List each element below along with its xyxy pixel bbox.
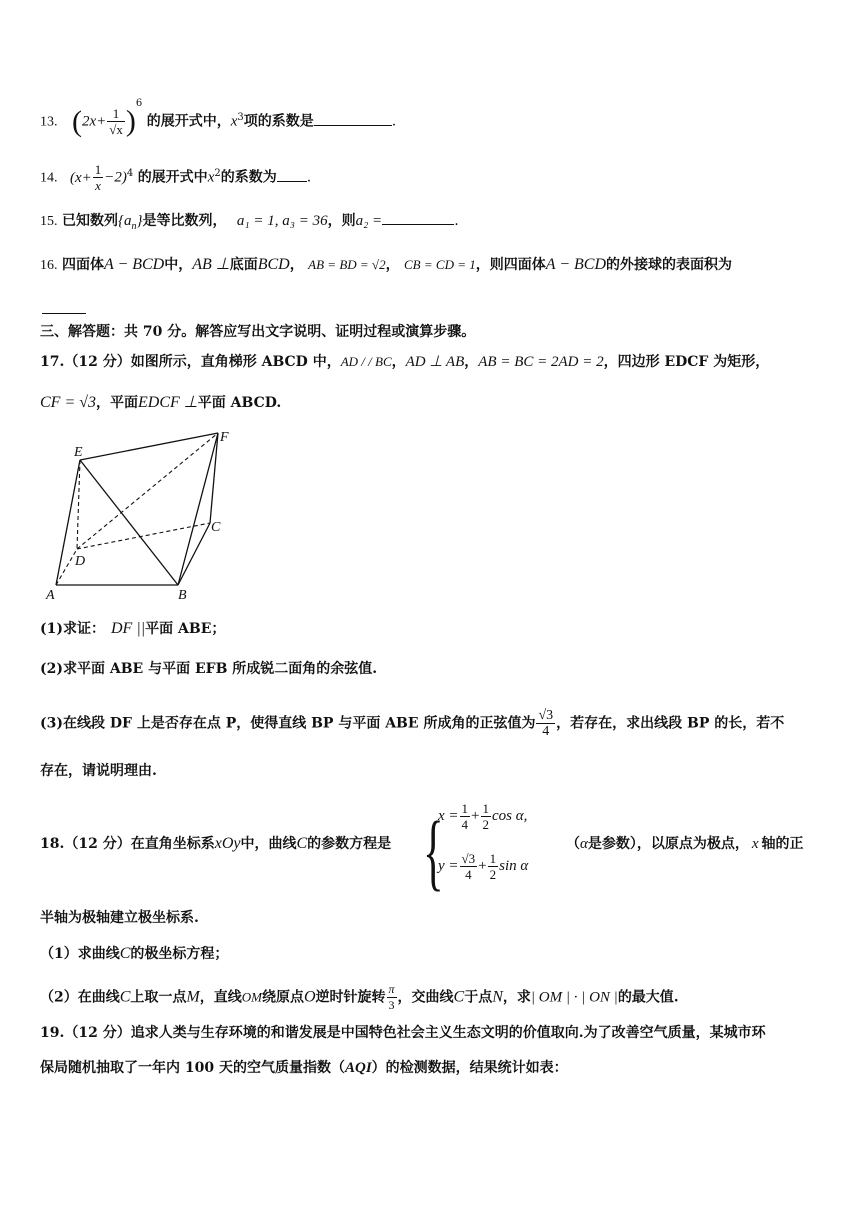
q18-curve-C: C — [296, 835, 308, 852]
question-18-line2: 半轴为极轴建立极坐标系. — [40, 910, 199, 926]
q14-term-power: 2 — [214, 167, 221, 179]
q15-condition: a₁ = 1, a₃ = 36 — [236, 213, 328, 229]
q16-text-c: 底面 — [229, 257, 258, 273]
q16-eq1: AB = BD = √2 — [308, 257, 386, 272]
q17-tail: ，四边形 EDCF 为矩形， — [603, 354, 770, 370]
q16-text-b: 中， — [164, 257, 193, 273]
q17-p1-expr: DF || — [111, 620, 146, 637]
label-A: A — [46, 588, 55, 602]
q18-t1: 中，曲线 — [240, 836, 297, 852]
q18-part1 — [40, 944, 828, 964]
q19-aqi: AQI — [344, 1060, 372, 1076]
q18-p2-fraction: $\frac{\pi}{3}$ — [388, 982, 395, 1012]
q17-p3-a: (3)在线段 DF 上是否存在点 P，使得直线 BP 与平面 ABE 所成角的正弦值为 — [40, 715, 536, 732]
label-B: B — [178, 588, 187, 602]
q18-t2: 的参数方程是 — [307, 836, 392, 852]
label-E: E — [74, 445, 83, 460]
edge-DC — [77, 523, 210, 549]
edge-CB — [178, 523, 210, 585]
edge-EF — [80, 433, 218, 460]
q14-number: 14. — [40, 170, 58, 186]
q17-part1 — [40, 619, 828, 639]
q14-fraction: $\frac{1}{x}$ — [94, 162, 102, 193]
edge-FB — [178, 433, 218, 585]
q15-ask: a₂ = — [355, 213, 383, 229]
right-paren: ) — [125, 104, 136, 138]
q13-term: x — [230, 113, 238, 130]
q13-text-a: 的展开式中， — [146, 113, 231, 130]
q15-seq: {a — [117, 213, 132, 229]
q14-answer-blank — [277, 167, 307, 182]
q17-line2-b: 平面 ABCD. — [197, 395, 282, 411]
q16-base: BCD — [257, 256, 290, 273]
label-D: D — [75, 554, 86, 569]
q13-number: 13. — [40, 114, 58, 130]
q17-p3-b: ，若存在，求出线段 BP 的长，若不 — [556, 715, 785, 732]
q13-text-b: 项的系数是 — [243, 113, 314, 130]
q18-param-eq-y: y = $\frac{√3}{4}$ + $\frac{1}{2}$ sin α — [438, 851, 529, 882]
q16-number: 16. — [40, 258, 58, 273]
question-14 — [40, 162, 828, 193]
q16-answer-blank — [42, 313, 86, 314]
q13-power: 6 — [135, 97, 143, 109]
q16-text-f: ，则四面体 — [475, 257, 546, 273]
q13-end: . — [391, 113, 397, 130]
q14-close: −2) — [104, 169, 127, 186]
q15-text-c: ，则 — [327, 213, 356, 229]
q16-text-a: 四面体 — [61, 257, 104, 273]
q17-p1-b: 平面 ABE； — [145, 621, 226, 637]
q18-p1-a: （1）求曲线 — [40, 946, 120, 962]
question-16 — [40, 255, 828, 276]
q16-text-g: 的外接球的表面积为 — [606, 257, 733, 273]
q18-head: 18.（12 分）在直角坐标系 — [40, 836, 215, 852]
q18-xoy: xOy — [214, 835, 241, 852]
q18-p1-b: 的极坐标方程； — [130, 946, 229, 962]
q14-text-b: 的系数为 — [220, 169, 277, 186]
question-17-line2 — [40, 393, 828, 413]
question-15 — [40, 210, 828, 237]
q18-part2: （2）在曲线C上取一点M，直线OM绕原点O逆时针旋转 $\frac{\pi}{3}$ ，交曲线C于点N，求| OM | · | ON |的最大值. — [40, 982, 679, 1012]
q16-text-e: ， — [385, 257, 400, 273]
q14-power: 4 — [126, 167, 134, 179]
q15-text-b: 是等比数列， — [142, 213, 227, 229]
q17-head: 17.（12 分）如图所示，直角梯形 ABCD 中， — [40, 354, 341, 370]
q18-system-brace: { — [423, 803, 444, 899]
q16-eq2: CB = CD = 1 — [404, 257, 476, 272]
q15-answer-blank — [382, 210, 454, 225]
q15-text-a: 已知数列 — [61, 213, 118, 229]
q13-term-power: 3 — [237, 111, 244, 123]
q17-p1-a: (1)求证： — [40, 621, 105, 637]
q14-text-a: 的展开式中 — [137, 169, 208, 186]
question-19-line2: 保局随机抽取了一年内 100 天的空气质量指数（AQI）的检测数据，结果统计如表： — [40, 1060, 568, 1076]
q15-end: . — [454, 213, 459, 229]
q14-end: . — [306, 169, 312, 186]
q13-expr: 2x+ — [81, 113, 107, 130]
q18-p1-C: C — [119, 945, 131, 962]
q17-geometry-figure — [40, 427, 240, 602]
q17-line2-a: ，平面 — [96, 395, 139, 411]
q16-solid2: A − BCD — [545, 256, 607, 273]
section-3-heading: 三、解答题：共 70 分。解答应写出文字说明、证明过程或演算步骤。 — [40, 324, 476, 340]
q17-cf-equation: CF = √3 — [40, 394, 97, 411]
q17-part3-line1 — [40, 708, 828, 739]
q16-solid: A − BCD — [103, 256, 165, 273]
q16-text-d: ， — [289, 257, 304, 273]
q17-p3-fraction: $\frac{√3}{4}$ — [538, 708, 554, 739]
q17-part2: (2)求平面 ABE 与平面 EFB 所成锐二面角的余弦值. — [40, 661, 378, 677]
question-17-line1 — [40, 352, 828, 372]
q17-part3-line2: 存在，请说明理由. — [40, 763, 157, 779]
q15-number: 15. — [40, 214, 58, 229]
q14-term: x — [207, 169, 215, 186]
label-F: F — [220, 430, 229, 445]
edge-DF — [77, 433, 218, 549]
q18-line1-tail: （α是参数），以原点为极点， x 轴的正 — [566, 836, 804, 852]
label-C: C — [211, 520, 221, 535]
q15-seq-end: } — [136, 213, 143, 229]
q17-perp: AD ⊥ AB — [405, 354, 465, 370]
q17-equation: AB = BC = 2AD = 2 — [478, 354, 604, 370]
edge-EB — [80, 460, 178, 585]
q17-plane: EDCF ⊥ — [138, 394, 198, 411]
q17-sep1: ， — [391, 354, 406, 370]
q16-perp: AB ⊥ — [192, 256, 230, 273]
question-19-line1: 19.（12 分）追求人类与生存环境的和谐发展是中国特色社会主义生态文明的价值取向.为了改善空气质量，某城市环 — [40, 1025, 766, 1041]
q13-answer-blank — [314, 111, 392, 126]
q15-seq-sub: n — [131, 220, 137, 232]
q13-fraction: $\frac{1}{√x}$ — [109, 106, 123, 137]
question-13 — [40, 97, 828, 138]
left-paren: ( — [71, 104, 82, 138]
q17-parallel: AD / / BC — [340, 354, 392, 369]
q17-sep2: ， — [464, 354, 479, 370]
q14-open: (x+ — [69, 169, 92, 186]
q18-param-eq-x: x = $\frac{1}{4}$ + $\frac{1}{2}$ cos α, — [438, 801, 528, 832]
